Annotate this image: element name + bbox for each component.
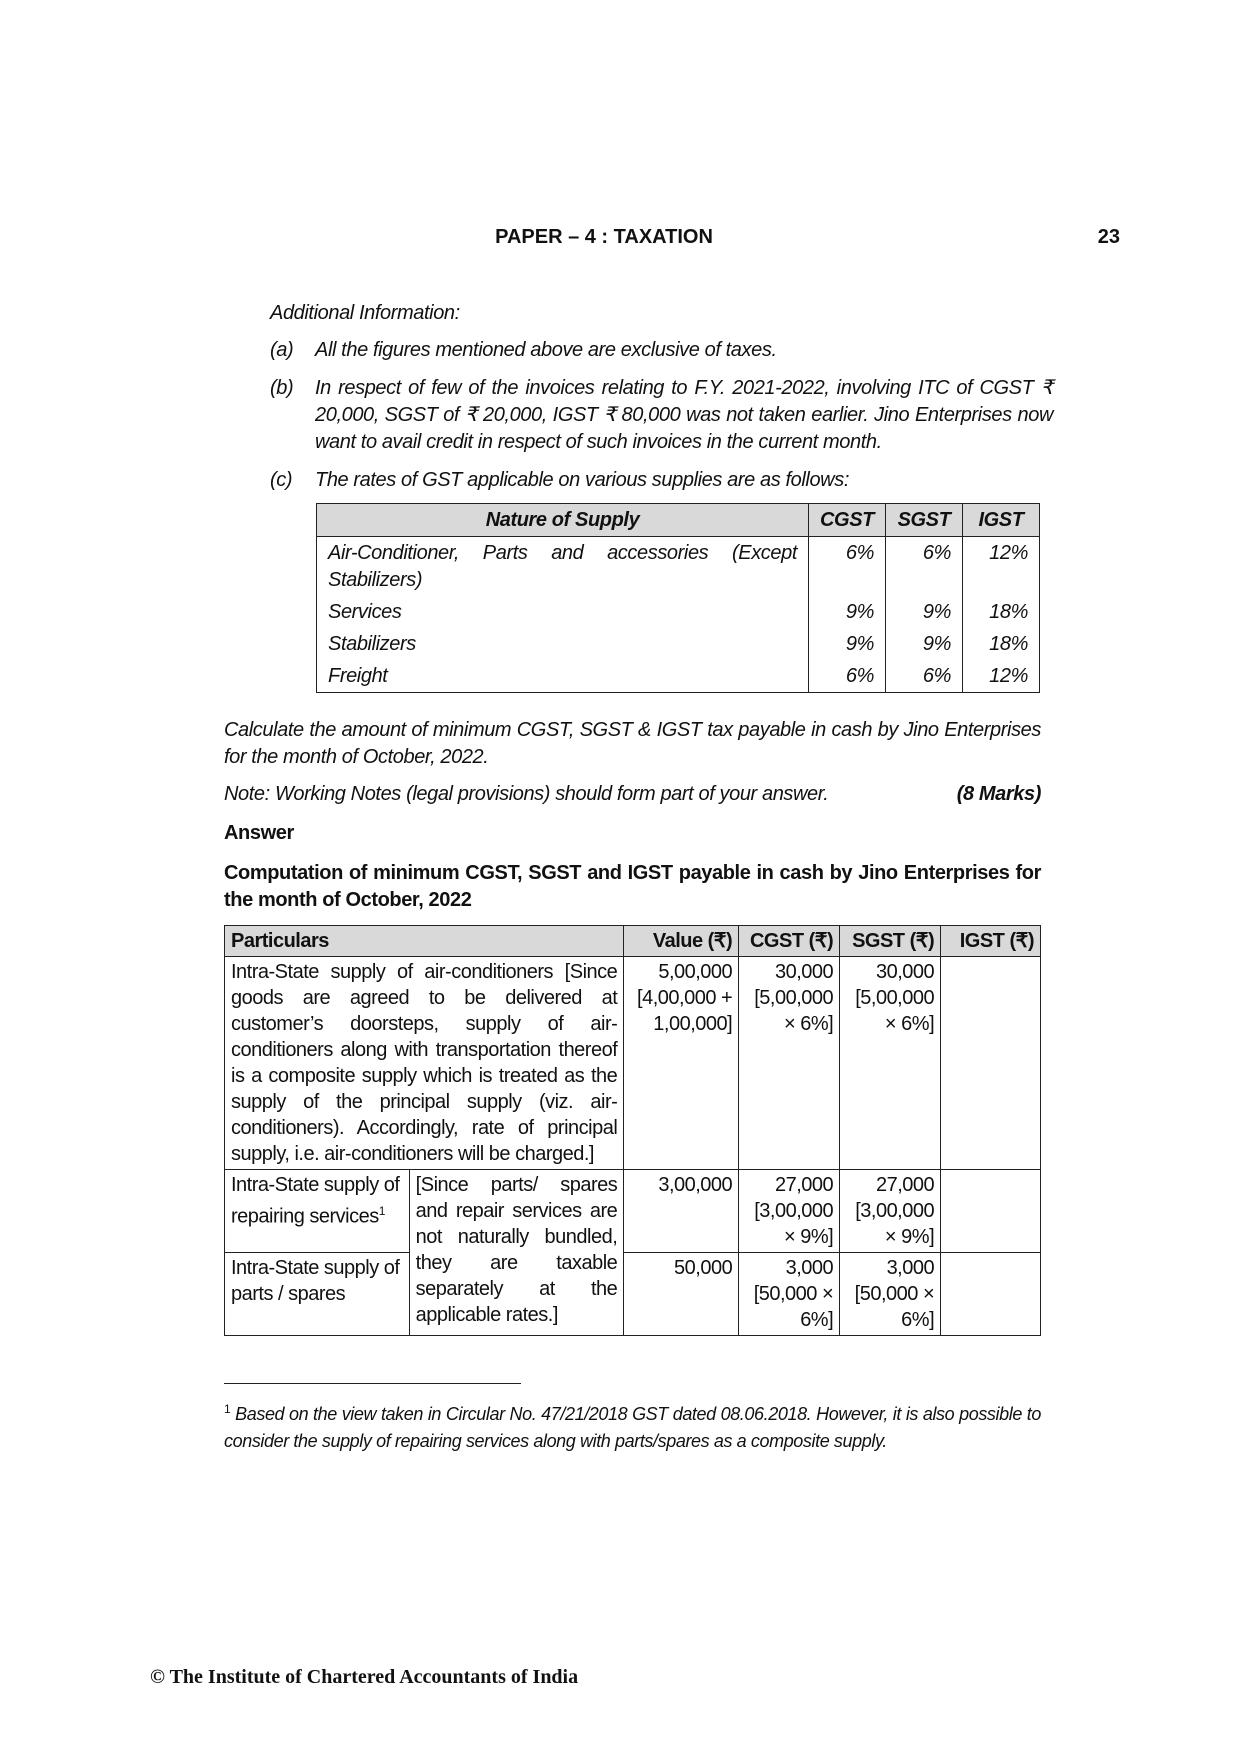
sgst-calculation: [3,00,000 × 9%] [855,1200,935,1248]
value-cell: 3,00,000 [624,1170,739,1253]
computation-table [224,925,1041,1336]
table-row [317,628,1040,660]
table-row [317,537,1040,597]
cgst-cell [739,957,840,1170]
list-item-label: (b) [270,377,294,399]
table-cell: Freight [317,660,809,693]
answer-title: Computation of minimum CGST, SGST and IGST payable in cash by Jino Enterprises for the month of October, 2022 [224,862,1041,911]
additional-info-heading: Additional Information: [270,302,460,324]
column-header-value: Value (₹) [624,926,739,957]
column-header: SGST [886,504,963,537]
table-cell: Stabilizers [317,628,809,660]
table-row [317,660,1040,693]
cgst-amount: 3,000 [785,1257,834,1279]
sgst-amount: 30,000 [875,961,935,983]
footnote-divider [224,1383,521,1384]
particulars-cell: Intra-State supply of air-conditioners [Since goods are agreed to be delivered at customer’s doorsteps, supply of air-conditioners along with transportation thereof is a composite supply which is treated as the supply of the principal supply (viz. air-conditioners). Accordingly, rate of principal supply, i.e. air-conditioners will be charged.] [225,957,624,1170]
cgst-cell [739,1253,840,1336]
table-cell: 6% [886,660,963,693]
particulars-cell: Intra-State supply of parts / spares [225,1253,410,1336]
table-cell: 6% [809,537,886,597]
value-cell: 50,000 [624,1253,739,1336]
cgst-calculation: [50,000 × 6%] [753,1283,834,1331]
sgst-amount: 3,000 [886,1257,935,1279]
igst-cell [941,957,1041,1170]
table-row [225,1253,1041,1336]
value-amount: 5,00,000 [658,961,733,983]
table-cell: 9% [809,628,886,660]
table-row [317,596,1040,628]
value-calculation: [4,00,000 + 1,00,000] [637,987,733,1035]
column-header-sgst: SGST (₹) [840,926,941,957]
table-cell: 9% [886,596,963,628]
table-header-row [225,926,1041,957]
table-row [225,1170,1041,1253]
question-marks: (8 Marks) [956,783,1041,805]
igst-cell [941,1170,1041,1253]
sgst-cell [840,957,941,1170]
footnote-text: Based on the view taken in Circular No. 47/21/2018 GST dated 08.06.2018. However, it is also possible to consider the supply of repairing services along with parts/spares as a composite supply. [224,1404,1041,1451]
page-number: 23 [1097,226,1120,248]
question-note: Note: Working Notes (legal provisions) should form part of your answer. [224,783,829,805]
sgst-cell [840,1253,941,1336]
sgst-amount: 27,000 [875,1174,935,1196]
page-footer-copyright: © The Institute of Chartered Accountants of India [150,1666,579,1688]
column-header: Nature of Supply [317,504,809,537]
column-header: CGST [809,504,886,537]
footnote [224,1396,1041,1455]
list-item-text: The rates of GST applicable on various supplies are as follows: [315,469,849,491]
table-header-row [317,504,1040,537]
table-cell: 18% [962,596,1039,628]
cgst-calculation: [5,00,000 × 6%] [754,987,834,1035]
column-header-cgst: CGST (₹) [739,926,840,957]
table-cell: 12% [962,537,1039,597]
particulars-cell [225,1170,410,1253]
sgst-calculation: [5,00,000 × 6%] [855,987,935,1035]
table-cell: 18% [962,628,1039,660]
footnote-reference: 1 [378,1204,385,1218]
sgst-cell [840,1170,941,1253]
table-cell: 9% [886,628,963,660]
list-item-text: In respect of few of the invoices relating to F.Y. 2021-2022, involving ITC of CGST ₹ 20,000, SGST of ₹ 20,000, IGST ₹ 80,000 was not taken earlier. Jino Enterprises now want to avail credit in respect of such invoices in the current month. [315,377,1053,453]
answer-heading: Answer [224,822,294,844]
column-header-igst: IGST (₹) [941,926,1041,957]
igst-cell [941,1253,1041,1336]
table-cell: Services [317,596,809,628]
page-header-title: PAPER – 4 : TAXATION [495,226,713,248]
table-cell: 6% [809,660,886,693]
particulars-text: Intra-State supply of repairing services [231,1174,400,1228]
sgst-calculation: [50,000 × 6%] [854,1283,935,1331]
column-header: IGST [962,504,1039,537]
cgst-amount: 30,000 [774,961,834,983]
value-cell [624,957,739,1170]
cgst-calculation: [3,00,000 × 9%] [754,1200,834,1248]
table-cell: 9% [809,596,886,628]
table-cell: 12% [962,660,1039,693]
footnote-number: 1 [224,1402,231,1416]
bundling-note-cell: [Since parts/ spares and repair services are not naturally bundled, they are taxable separately at the applicable rates.] [409,1170,624,1336]
list-item-label: (c) [270,469,293,491]
cgst-amount: 27,000 [774,1174,834,1196]
question-text: Calculate the amount of minimum CGST, SGST & IGST tax payable in cash by Jino Enterprises for the month of October, 2022. [224,719,1041,768]
gst-rates-table [316,503,1040,693]
list-item-text: All the figures mentioned above are exclusive of taxes. [315,339,777,361]
table-cell: 6% [886,537,963,597]
table-cell: Air-Conditioner, Parts and accessories (Except Stabilizers) [317,537,809,597]
table-row [225,957,1041,1170]
column-header-particulars: Particulars [225,926,624,957]
cgst-cell [739,1170,840,1253]
list-item-label: (a) [270,339,294,361]
